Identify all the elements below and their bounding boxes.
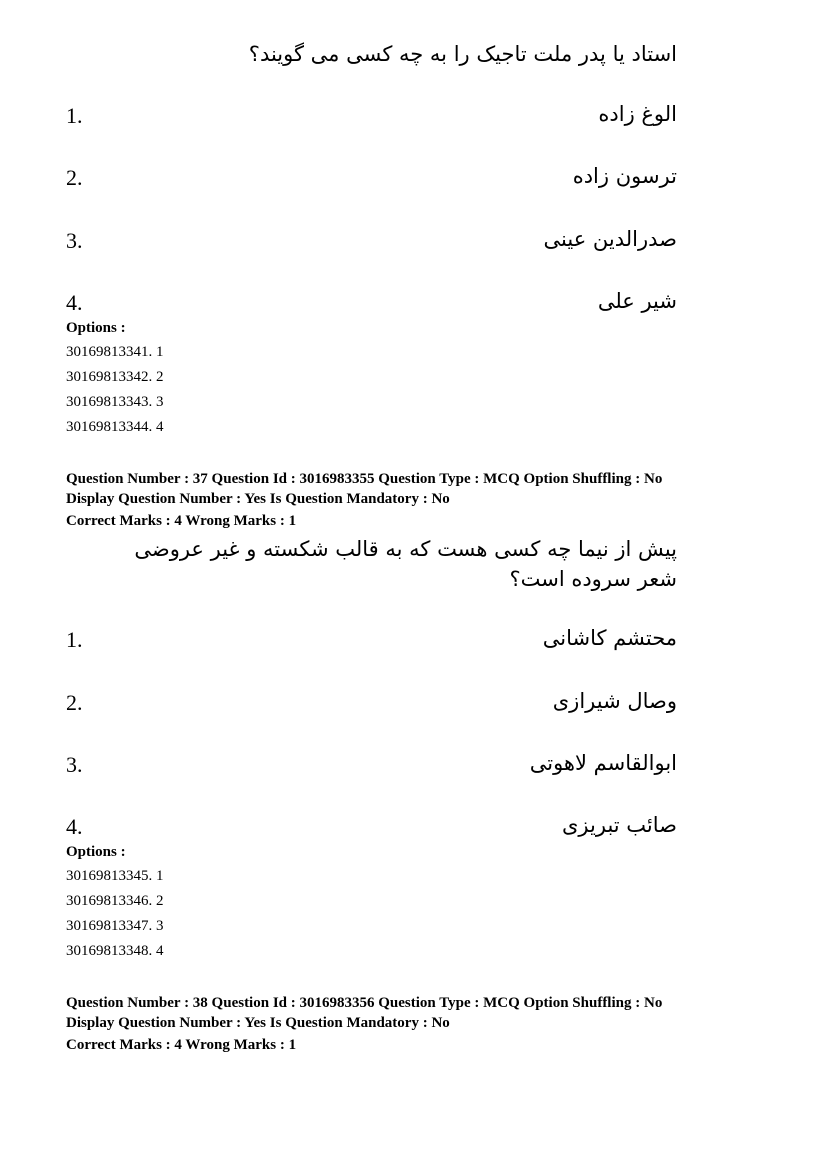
q36-choice-1-number: 1. <box>66 103 83 128</box>
q36-option-id-1: 30169813341. 1 <box>66 344 164 360</box>
q36-choice-3-number: 3. <box>66 228 83 253</box>
q38-meta-line-2: Display Question Number : Yes Is Question Mandatory : No <box>66 1015 450 1031</box>
q37-choice-4-number: 4. <box>66 814 83 839</box>
q37-choice-3-number: 3. <box>66 752 83 777</box>
q37-meta-line-3: Correct Marks : 4 Wrong Marks : 1 <box>66 513 297 529</box>
q36-choice-2-text: ترسون زاده <box>572 164 677 188</box>
q37-option-id-2: 30169813346. 2 <box>66 893 164 909</box>
q36-choice-3-text: صدرالدین عینی <box>543 227 677 251</box>
question-37-text: پیش از نیما چه کسی هست که به قالب شکسته و غیر عروضی شعر سروده است؟ <box>134 537 677 591</box>
q36-choice-4-text: شیر علی <box>597 289 677 313</box>
q36-option-id-2: 30169813342. 2 <box>66 369 164 385</box>
q37-choice-1-number: 1. <box>66 627 83 652</box>
q36-options-label: Options : <box>66 320 126 336</box>
q37-option-id-3: 30169813347. 3 <box>66 918 164 934</box>
q37-choice-2-number: 2. <box>66 690 83 715</box>
q37-choice-1-text: محتشم کاشانی <box>542 626 677 650</box>
q38-meta-line-1: Question Number : 38 Question Id : 3016983356 Question Type : MCQ Option Shuffling : No <box>66 995 663 1011</box>
q37-option-id-1: 30169813345. 1 <box>66 868 164 884</box>
q37-choice-4-text: صائب تبریزی <box>561 813 677 837</box>
question-36-text: استاد یا پدر ملت تاجیک را به چه کسی می گویند؟ <box>248 42 677 66</box>
q37-option-id-4: 30169813348. 4 <box>66 943 164 959</box>
q37-options-label: Options : <box>66 844 126 860</box>
q36-option-id-4: 30169813344. 4 <box>66 419 164 435</box>
q37-choice-3-text: ابوالقاسم لاهوتی <box>529 751 677 775</box>
q37-meta-line-1: Question Number : 37 Question Id : 3016983355 Question Type : MCQ Option Shuffling : No <box>66 471 663 487</box>
q36-choice-4-number: 4. <box>66 290 83 315</box>
q37-meta-line-2: Display Question Number : Yes Is Question Mandatory : No <box>66 491 450 507</box>
q38-meta-line-3: Correct Marks : 4 Wrong Marks : 1 <box>66 1037 297 1053</box>
q36-choice-2-number: 2. <box>66 165 83 190</box>
q37-choice-2-text: وصال شیرازی <box>552 689 677 713</box>
q36-option-id-3: 30169813343. 3 <box>66 394 164 410</box>
q36-choice-1-text: الوغ زاده <box>598 102 677 126</box>
